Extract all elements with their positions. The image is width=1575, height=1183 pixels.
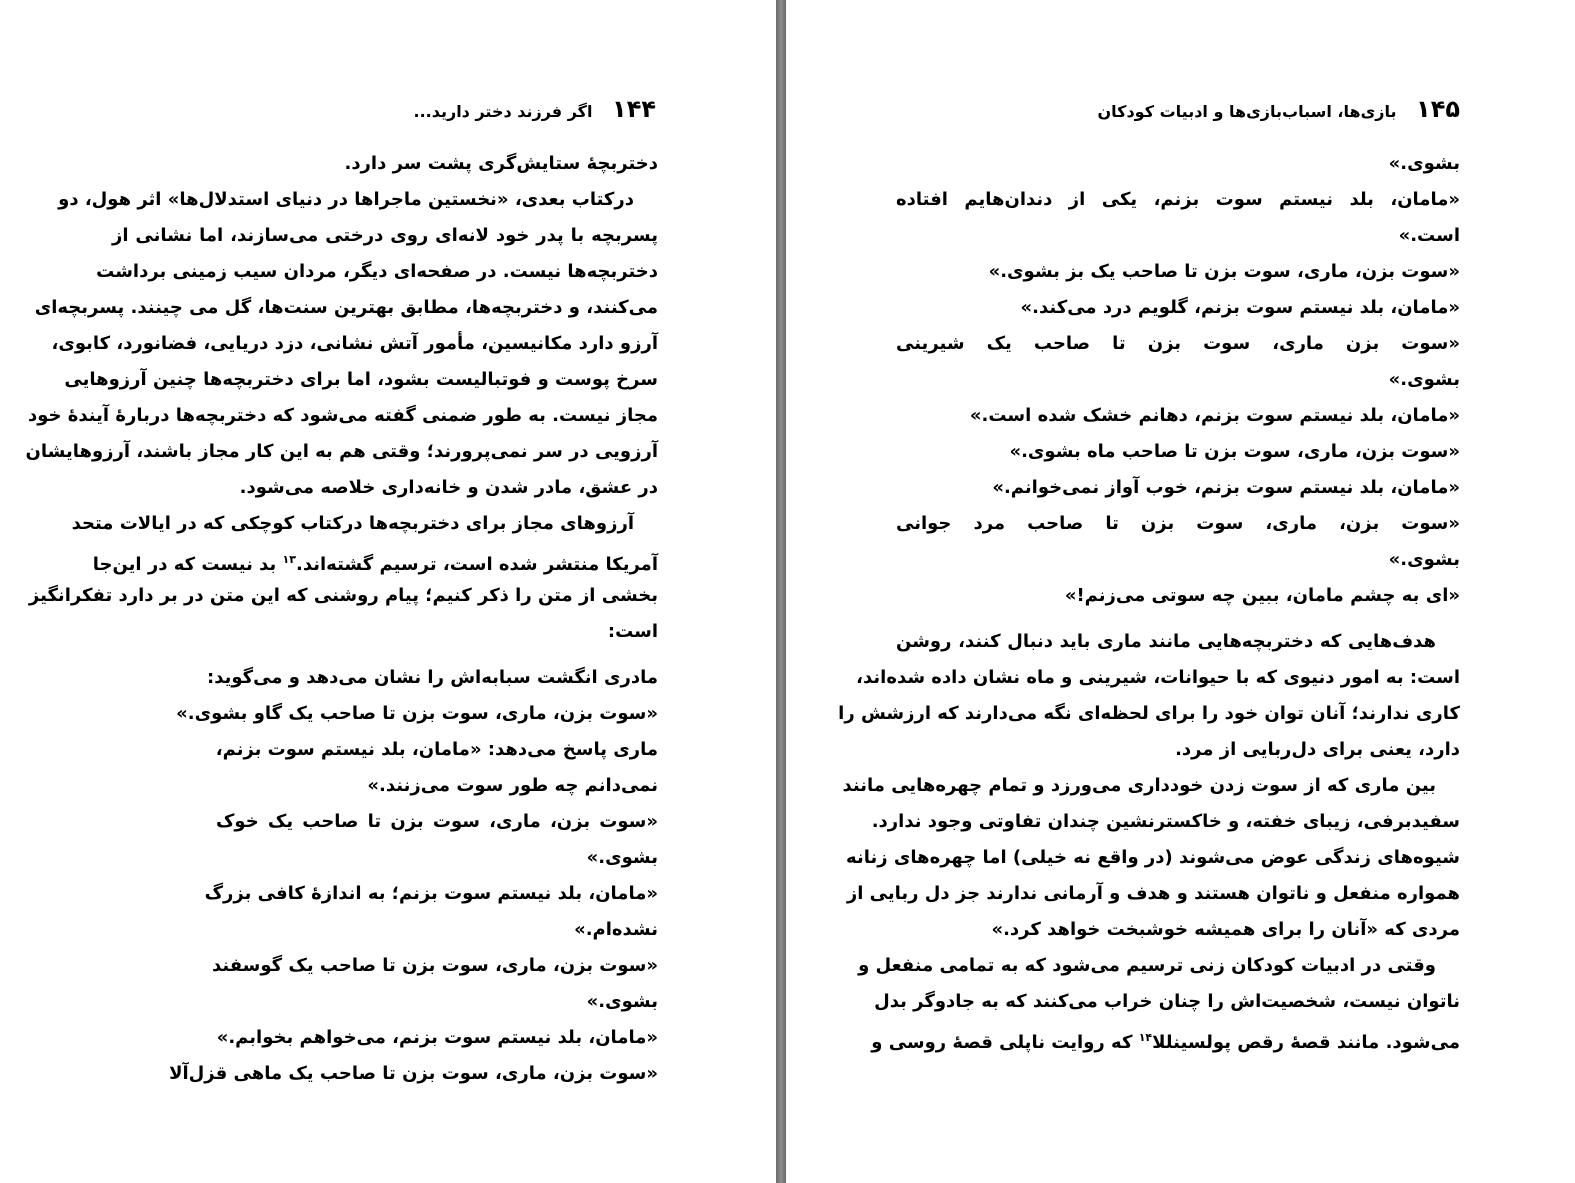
- left-running-title: اگر فرزند دختر دارید...: [413, 102, 593, 121]
- verse-line: «سوت بزن، ماری، سوت بزن تا صاحب ماه بشوی.»: [1009, 441, 1460, 462]
- prose-line: می‌کنند، و دختربچه‌ها، مطابق بهترین سنت‌ها، گل می چینند. پسربچه‌ای: [34, 297, 658, 318]
- prose-line: وقتی در ادبیات کودکان زنی ترسیم می‌شود که به تمامی منفعل و: [858, 955, 1436, 976]
- prose-line: درکتاب بعدی، «نخستین ماجراها در دنیای استدلال‌ها» اثر هول، دو: [58, 189, 634, 210]
- verse-line: «سوت بزن، ماری، سوت بزن تا صاحب یک گوسفند: [211, 955, 658, 976]
- prose-line: سفیدبرفی، زیبای خفته، و خاکسترنشین چندان تفاوتی وجود ندارد.: [871, 811, 1460, 832]
- prose-line: مردی که «آنان را برای همیشه خوشبخت خواهد کرد.»: [991, 919, 1460, 940]
- verse-line: «سوت بزن، ماری، سوت بزن تا صاحب یک گاو بشوی.»: [176, 703, 658, 724]
- verse-line: «سوت بزن، ماری، سوت بزن تا صاحب یک بز بشوی.»: [988, 261, 1460, 282]
- left-page-number: ۱۴۴: [612, 95, 656, 123]
- prose-line: می‌شود. مانند قصهٔ رقص پولسینللا$^{۱۴}$ که روایت ناپلی قصهٔ روسی و: [871, 1031, 1460, 1053]
- right-page: [786, 0, 1575, 1183]
- verse-line: نمی‌دانم چه طور سوت می‌زنند.»: [367, 775, 658, 796]
- right-page-number: ۱۴۵: [1416, 95, 1460, 123]
- left-prose: [25, 146, 658, 650]
- verse-line: «مامان، بلد نیستم سوت بزنم، خوب آواز نمی‌خوانم.»: [992, 477, 1460, 498]
- footnote-marker: ۱۳: [282, 553, 296, 566]
- footnote-marker: ۱۴: [1138, 1031, 1153, 1044]
- prose-line: مجاز نیست. به طور ضمنی گفته می‌شود که دختربچه‌ها دربارهٔ آیندهٔ خود: [28, 405, 658, 426]
- prose-line: دختربچهٔ ستایش‌گری پشت سر دارد.: [344, 153, 658, 174]
- verse-line: است.»: [1398, 225, 1460, 246]
- verse-line: «مامان، بلد نیستم سوت بزنم، گلویم درد می‌کند.»: [1020, 297, 1460, 318]
- left-page-body: [25, 146, 658, 1092]
- book-gutter: [776, 0, 786, 1183]
- prose-line: ناتوان نیست، شخصیت‌اش را چنان خراب می‌کنند که به جادوگر بدل: [874, 991, 1460, 1012]
- prose-line: در عشق، مادر شدن و خانه‌داری خلاصه می‌شود.: [239, 477, 658, 498]
- verse-line: نشده‌ام.»: [574, 919, 658, 940]
- prose-line: آرزوهای مجاز برای دختربچه‌ها درکتاب کوچکی که در ایالات متحد: [71, 513, 634, 534]
- prose-line: دارد، یعنی برای دل‌ربایی از مرد.: [1175, 739, 1460, 760]
- prose-line: است:: [607, 621, 658, 642]
- prose-line: بخشی از متن را ذکر کنیم؛ پیام روشنی که این متن در بر دارد تفکرانگیز: [28, 585, 658, 606]
- verse-line: مادری انگشت سبابه‌اش را نشان می‌دهد و می‌گوید:: [207, 667, 658, 688]
- left-verse: [169, 660, 658, 1092]
- prose-line: بین ماری که از سوت زدن خودداری می‌ورزد و تمام چهره‌هایی مانند: [842, 775, 1436, 796]
- verse-line: بشوی.»: [1388, 369, 1460, 390]
- prose-line: همواره منفعل و ناتوان هستند و هدف و آرمانی ندارند جز دل ربایی از: [846, 883, 1460, 904]
- prose-line: آمریکا منتشر شده است، ترسیم گشته‌اند.$^{۱۳}$ بد نیست که در این‌جا: [92, 553, 658, 575]
- right-running-title: بازی‌ها، اسباب‌بازی‌ها و ادبیات کودکان: [1097, 102, 1397, 121]
- verse-line: «مامان، بلد نیستم سوت بزنم، می‌خواهم بخوابم.»: [216, 1027, 658, 1048]
- right-page-body: [838, 146, 1460, 1056]
- verse-line: «سوت بزن ماری، سوت بزن تا صاحب یک شیرینی: [896, 333, 1460, 354]
- prose-line: کاری ندارند؛ آنان توان خود را برای لحظه‌ای نگه می‌دارند که ارزشش را: [838, 703, 1460, 724]
- verse-line: «مامان، بلد نیستم سوت بزنم، یکی از دندان‌هایم افتاده: [896, 189, 1460, 210]
- prose-line: است: به امور دنیوی که با حیوانات، شیرینی و ماه نشان داده شده‌اند،: [856, 667, 1460, 688]
- prose-line: آرزو دارد مکانیسین، مأمور آتش نشانی، دزد دریایی، فضانورد، کابوی،: [51, 333, 658, 354]
- verse-line: «مامان، بلد نیستم سوت بزنم؛ به اندازهٔ کافی بزرگ: [204, 883, 658, 904]
- verse-line: «مامان، بلد نیستم سوت بزنم، دهانم خشک شده است.»: [969, 405, 1460, 426]
- prose-line: دختربچه‌ها نیست. در صفحه‌ای دیگر، مردان سیب زمینی برداشت: [96, 261, 658, 282]
- verse-line: «ای به چشم مامان، ببین چه سوتی می‌زنم!»: [1064, 585, 1460, 606]
- verse-line: ماری پاسخ می‌دهد: «مامان، بلد نیستم سوت بزنم،: [215, 739, 658, 760]
- prose-line: هدف‌هایی که دختربچه‌هایی مانند ماری باید دنبال کنند، روشن: [896, 631, 1436, 652]
- verse-line: بشوی.»: [1388, 153, 1460, 174]
- prose-line: آرزویی در سر نمی‌پرورند؛ وقتی هم به این کار مجاز باشند، آرزوهایشان: [25, 441, 658, 462]
- right-verse: [896, 146, 1460, 614]
- prose-line: شیوه‌های زندگی عوض می‌شوند (در واقع نه خیلی) اما چهره‌های زنانه: [846, 847, 1460, 868]
- prose-line: پسربچه با پدر خود لانه‌ای روی درختی می‌سازند، اما نشانی از: [112, 225, 658, 246]
- verse-line: «سوت بزن، ماری، سوت بزن تا صاحب یک خوک: [216, 811, 658, 832]
- left-page: [0, 0, 776, 1183]
- verse-line: «سوت بزن، ماری، سوت بزن تا صاحب مرد جوانی: [896, 513, 1460, 534]
- verse-line: بشوی.»: [586, 847, 658, 868]
- verse-line: بشوی.»: [586, 991, 658, 1012]
- prose-line: سرخ پوست و فوتبالیست بشود، اما برای دختربچه‌ها چنین آرزوهایی: [64, 369, 658, 390]
- right-prose: [838, 624, 1460, 1056]
- left-running-head: [110, 94, 656, 124]
- verse-line: بشوی.»: [1388, 549, 1460, 570]
- right-running-head: [894, 94, 1460, 124]
- verse-line: «سوت بزن، ماری، سوت بزن تا صاحب یک ماهی قزل‌آلا: [169, 1063, 658, 1084]
